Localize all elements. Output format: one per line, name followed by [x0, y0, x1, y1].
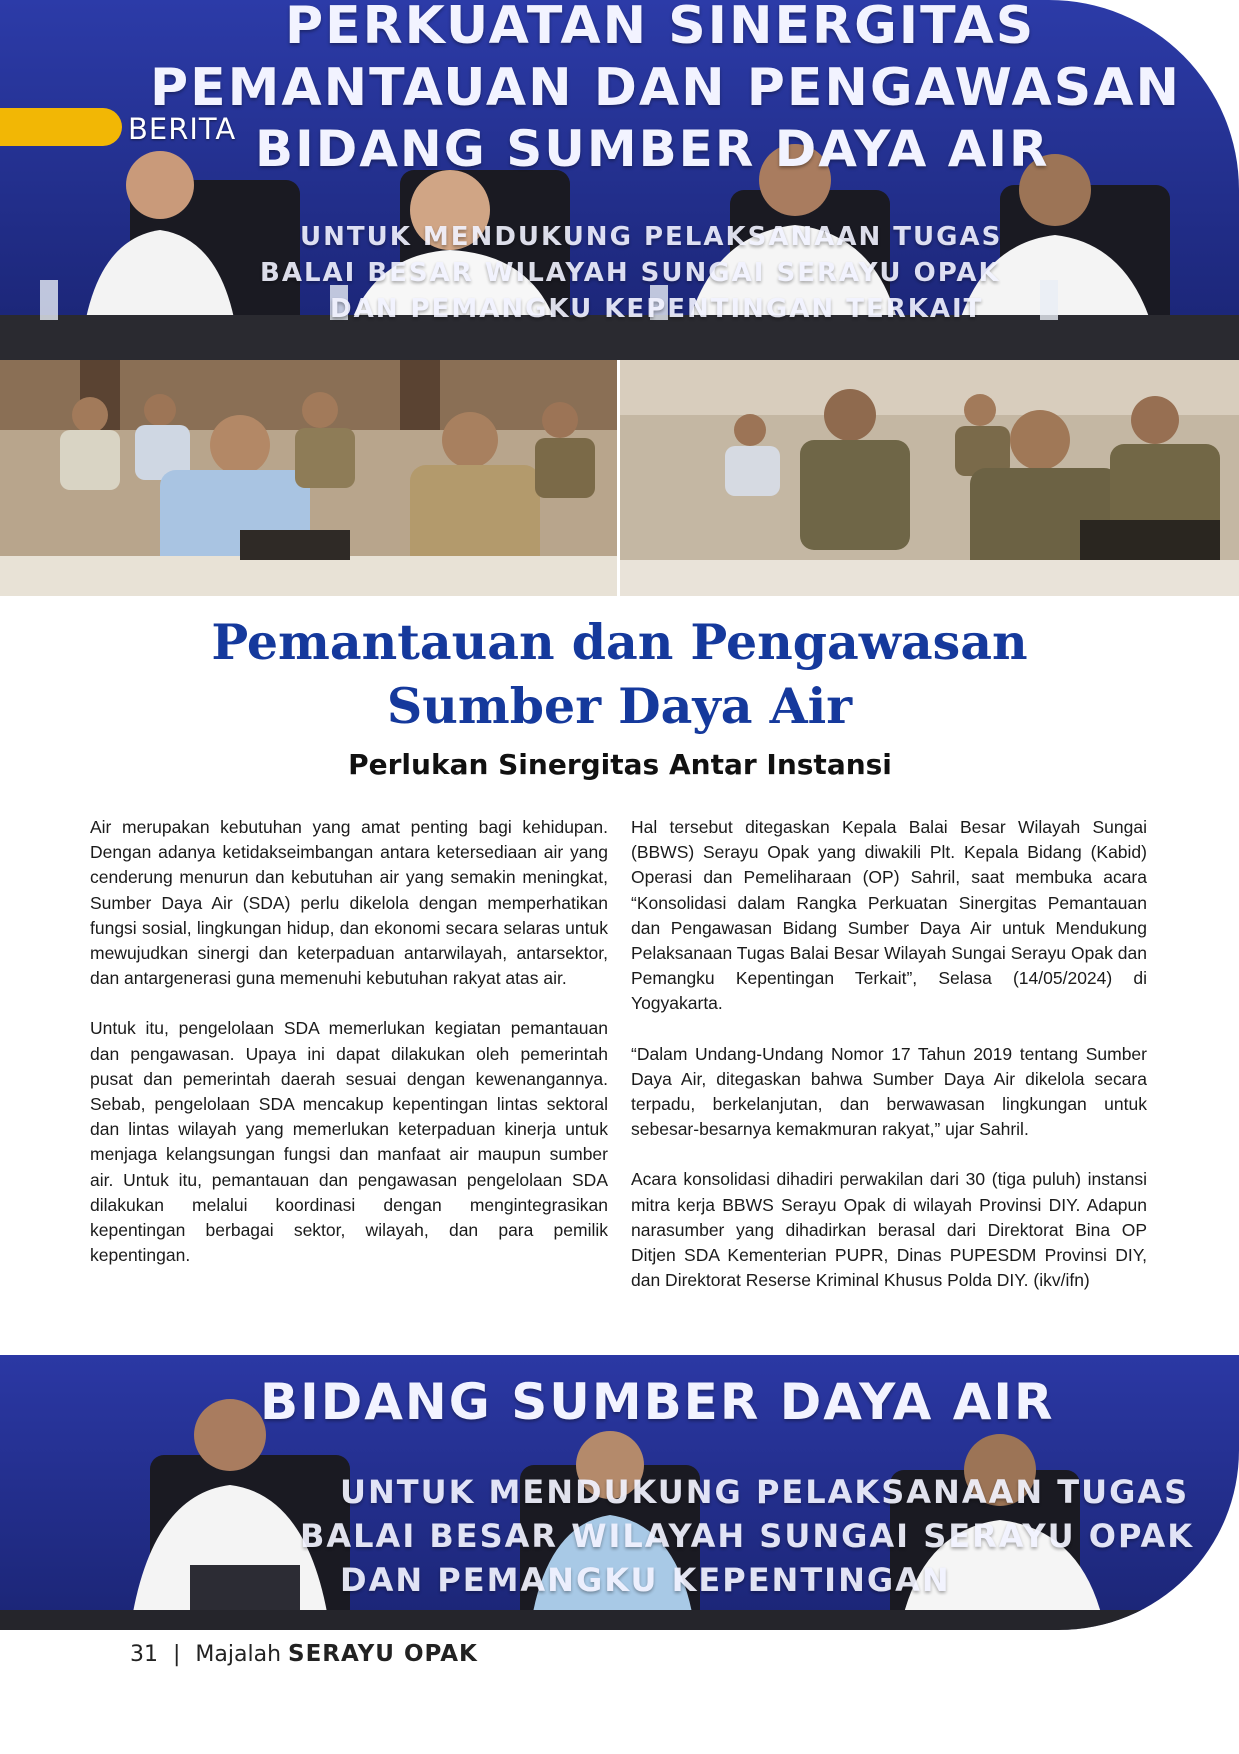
audience-right-scene: [620, 360, 1239, 596]
right-paragraph-2: “Dalam Undang-Undang Nomor 17 Tahun 2019 tentang Sumber Daya Air, ditegaskan bahwa Sumber Daya Air dikelola secara terpadu, berkelanjutan, dan berwawasan lingkungan untuk sebesar-besarnya kemakmuran rakyat,” ujar Sahril.: [631, 1043, 1147, 1140]
right-paragraph-1: Hal tersebut ditegaskan Kepala Balai Besar Wilayah Sungai (BBWS) Serayu Opak yang diwakili Plt. Kepala Bidang (Kabid) Operasi dan Pemeliharaan (OP) Sahril, saat membuka acara “Konsolidasi dalam Rangka Perkuatan Sinergitas Pemantauan dan Pengawasan Bidang Sumber Daya Air untuk Mendukung Pelaksanaan Tugas Balai Besar Wilayah Sungai Serayu Opak dan Pemangku Kepentingan Terkait”, Selasa (14/05/2024) di Yogyakarta.: [631, 817, 1147, 1014]
bottom-photo: [0, 1355, 1239, 1630]
page-footer: [130, 1641, 478, 1667]
left-paragraph-1: Air merupakan kebutuhan yang amat penting bagi kehidupan. Dengan adanya ketidakseimbangan antara ketersediaan air yang cenderung menurun dan kebutuhan air yang semakin meningkat, Sumber Daya Air (SDA) perlu dikelola dengan memperhatikan fungsi sosial, lingkungan hidup, dan ekonomi secara selaras untuk mewujudkan sinergi dan keterpaduan antarwilayah, antarsektor, dan antargenerasi guna memenuhi kebutuhan rakyat atas air.: [90, 817, 608, 989]
bottom-banner-sub-3: DAN PEMANGKU KEPENTINGAN: [340, 1561, 951, 1599]
bottom-banner-line-1: BIDANG SUMBER DAYA AIR: [260, 1373, 1055, 1431]
top-banner-sub-2: BALAI BESAR WILAYAH SUNGAI SERAYU OPAK: [260, 258, 1001, 288]
top-banner-sub-1: UNTUK MENDUKUNG PELAKSANAAN TUGAS: [300, 222, 1003, 252]
right-paragraph-3: Acara konsolidasi dihadiri perwakilan dari 30 (tiga puluh) instansi mitra kerja BBWS Serayu Opak di wilayah Provinsi DIY. Adapun narasumber yang dihadirkan berasal dari Direktorat Bina OP Ditjen SDA Kementerian PUPR, Dinas PUPESDM Provinsi DIY, dan Direktorat Reserse Kriminal Khusus Polda DIY. (ikv/ifn): [631, 1169, 1147, 1291]
article-column-right: [631, 815, 1147, 1318]
footer-separator: |: [173, 1642, 181, 1667]
page-number: 31: [130, 1642, 158, 1667]
article-title-line-2: Sumber Daya Air: [386, 677, 853, 735]
article-title-line-1: Pemantauan dan Pengawasan: [211, 613, 1028, 671]
audience-photo-right: [620, 360, 1239, 596]
article-column-left: [90, 815, 608, 1293]
audience-photo-left: [0, 360, 617, 596]
bottom-banner-sub-1: UNTUK MENDUKUNG PELAKSANAAN TUGAS: [340, 1473, 1190, 1511]
section-label: BERITA: [128, 112, 237, 146]
bottom-banner-sub-2: BALAI BESAR WILAYAH SUNGAI SERAYU OPAK: [300, 1517, 1195, 1555]
section-tab: [0, 108, 122, 146]
top-banner-sub-3: DAN PEMANGKU KEPENTINGAN TERKAIT: [330, 294, 984, 324]
magazine-prefix: Majalah: [195, 1642, 282, 1667]
article-subtitle: Perlukan Sinergitas Antar Instansi: [348, 748, 892, 781]
audience-left-scene: [0, 360, 617, 596]
article-title: [0, 610, 1239, 738]
magazine-name: SERAYU OPAK: [288, 1641, 478, 1667]
top-banner-line-3: BIDANG SUMBER DAYA AIR: [255, 120, 1050, 178]
top-photo: [0, 0, 1239, 360]
top-banner-line-1: PERKUATAN SINERGITAS: [285, 0, 1036, 56]
left-paragraph-2: Untuk itu, pengelolaan SDA memerlukan kegiatan pemantauan dan pengawasan. Upaya ini dapat dilakukan oleh pemerintah pusat dan pemerintah daerah sesuai dengan kewenangannya. Sebab, pengelolaan SDA mencakup kepentingan lintas sektoral dan lintas wilayah yang memerlukan keterpaduan kinerja untuk menjaga kelangsungan fungsi dan manfaat air maupun sumber air. Untuk itu, pemantauan dan pengawasan pengelolaan SDA dilakukan melalui koordinasi dengan mengintegrasikan kepentingan berbagai sektor, wilayah, dan para pemilik kepentingan.: [90, 1018, 608, 1266]
top-banner-line-2: PEMANTAUAN DAN PENGAWASAN: [150, 58, 1181, 118]
